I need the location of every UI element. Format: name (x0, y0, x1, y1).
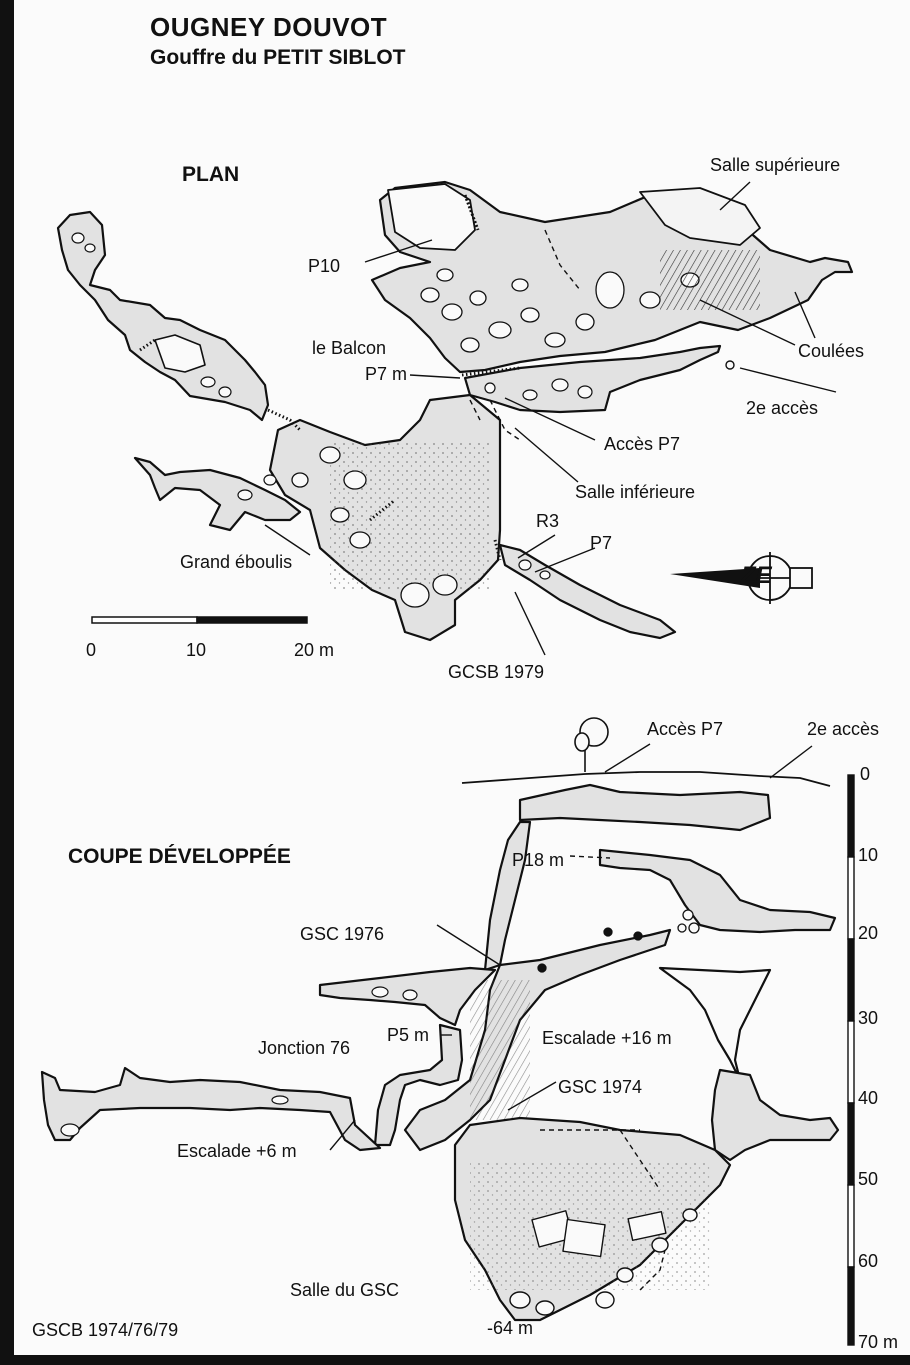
depth-tick-70: 70 m (858, 1332, 899, 1352)
section-heading: COUPE DÉVELOPPÉE (68, 845, 291, 868)
label-gsc-1976: GSC 1976 (300, 924, 385, 944)
label-gsc-1974: GSC 1974 (558, 1077, 643, 1097)
tree-icon (575, 718, 608, 772)
plan-upper-hatch (660, 250, 760, 310)
depth-tick-40: 40 (858, 1088, 879, 1108)
label-p7: P7 (590, 533, 613, 553)
label-depth-64: -64 m (487, 1318, 534, 1338)
compass-letters: ZE (741, 562, 772, 589)
section-entry-gallery (520, 785, 770, 830)
label-p10: P10 (308, 256, 341, 276)
survey-subtitle: Gouffre du PETIT SIBLOT (150, 46, 406, 69)
label-salle-du-gsc: Salle du GSC (290, 1280, 400, 1300)
label-escalade-16: Escalade +16 m (542, 1028, 672, 1048)
label-p7m: P7 m (365, 364, 408, 384)
section-escalade-16 (660, 968, 770, 1080)
label-2e-acces-plan: 2e accès (746, 398, 819, 418)
label-2e-acces-section: 2e accès (807, 719, 880, 739)
label-escalade-6: Escalade +6 m (177, 1141, 297, 1161)
label-p5: P5 m (387, 1025, 430, 1045)
plan-lower-dots (330, 440, 490, 590)
section-upper-right (600, 850, 835, 932)
depth-tick-20: 20 (858, 923, 879, 943)
scale-tick-0: 0 (86, 640, 97, 660)
label-salle-inferieure: Salle inférieure (575, 482, 696, 502)
label-r3: R3 (536, 511, 560, 531)
label-gcsb-1979: GCSB 1979 (448, 662, 545, 682)
plan-heading: PLAN (182, 163, 240, 186)
label-p18: P18 m (512, 850, 565, 870)
depth-tick-60: 60 (858, 1251, 879, 1271)
label-le-balcon: le Balcon (312, 338, 387, 358)
section-view (42, 718, 838, 1320)
section-lower-west (42, 1068, 380, 1150)
survey-credit: GSCB 1974/76/79 (32, 1320, 179, 1340)
scale-tick-20: 20 m (294, 640, 335, 660)
label-acces-p7-plan: Accès P7 (604, 434, 681, 454)
depth-scale-bar (848, 775, 854, 1345)
depth-tick-30: 30 (858, 1008, 879, 1028)
depth-tick-10: 10 (858, 845, 879, 865)
label-coulees: Coulées (798, 341, 865, 361)
section-slope-hatch (470, 980, 530, 1120)
plan-scale-bar (92, 617, 307, 623)
scale-tick-10: 10 (186, 640, 207, 660)
label-salle-superieure: Salle supérieure (710, 155, 841, 175)
plan-west-gallery (58, 212, 268, 420)
label-acces-p7-section: Accès P7 (647, 719, 724, 739)
depth-tick-0: 0 (860, 764, 871, 784)
plan-view (58, 182, 852, 655)
label-grand-eboulis: Grand éboulis (180, 552, 293, 572)
section-right-deep (712, 1070, 838, 1160)
label-jonction-76: Jonction 76 (258, 1038, 351, 1058)
depth-tick-50: 50 (858, 1169, 879, 1189)
section-p18-shaft (485, 822, 530, 970)
survey-title: OUGNEY DOUVOT (150, 12, 388, 42)
plan-p7-branch (500, 545, 675, 638)
